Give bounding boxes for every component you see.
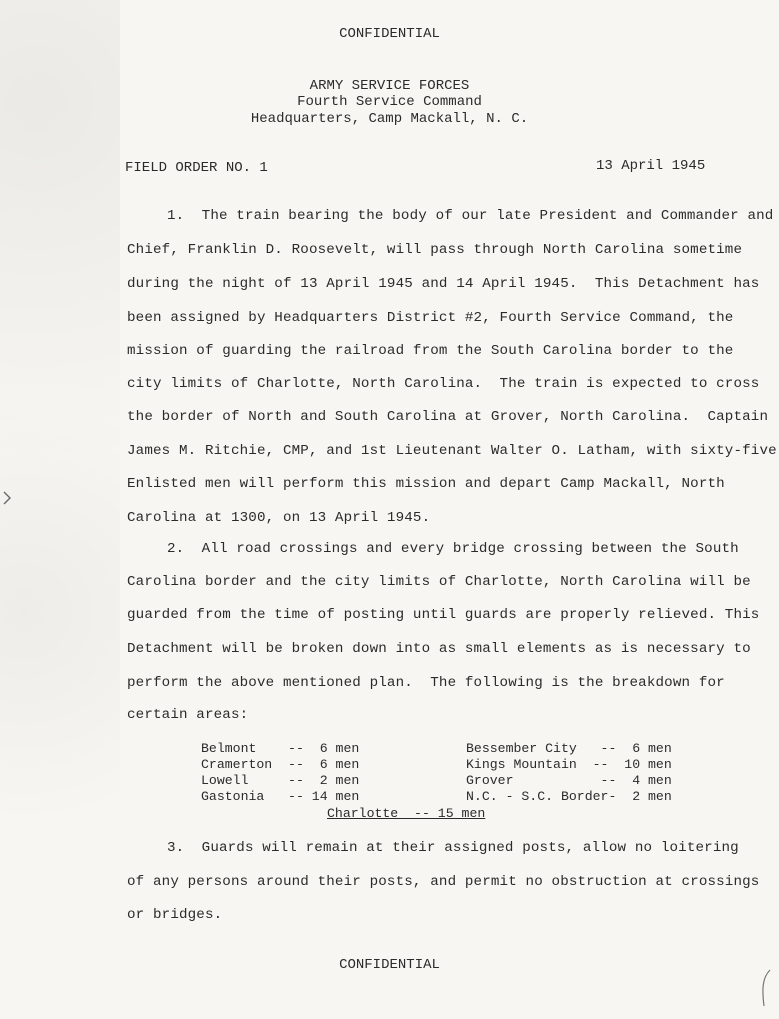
org-line-2: Fourth Service Command bbox=[297, 94, 482, 110]
p3-line: of any persons around their posts, and permit no obstruction at crossings bbox=[127, 874, 760, 890]
p2-line: certain areas: bbox=[127, 707, 249, 723]
breakdown-center-row: Charlotte -- 15 men bbox=[327, 806, 486, 821]
scan-noise bbox=[0, 0, 120, 1019]
p2-line: 2. All road crossings and every bridge crossing between the South bbox=[167, 541, 739, 557]
p1-line: mission of guarding the railroad from the South Carolina border to the bbox=[127, 343, 734, 359]
p1-line: been assigned by Headquarters District #2, Fourth Service Command, the bbox=[127, 310, 734, 326]
order-date: 13 April 1945 bbox=[596, 158, 706, 174]
breakdown-right-row: Grover -- 4 men bbox=[466, 773, 672, 788]
margin-mark bbox=[2, 488, 12, 508]
p1-line: the border of North and South Carolina at Grover, North Carolina. Captain bbox=[127, 409, 769, 425]
field-order-title: FIELD ORDER NO. 1 bbox=[125, 160, 268, 176]
p1-line: Enlisted men will perform this mission and depart Camp Mackall, North bbox=[127, 476, 725, 492]
confidential-top: CONFIDENTIAL bbox=[339, 26, 440, 42]
p3-line: or bridges. bbox=[127, 907, 223, 923]
p2-line: perform the above mentioned plan. The following is the breakdown for bbox=[127, 675, 725, 691]
p3-line: 3. Guards will remain at their assigned posts, allow no loitering bbox=[167, 840, 739, 856]
p2-line: guarded from the time of posting until guards are properly relieved. This bbox=[127, 607, 760, 623]
p1-line: during the night of 13 April 1945 and 14 April 1945. This Detachment has bbox=[127, 276, 760, 292]
p1-line: James M. Ritchie, CMP, and 1st Lieutenant Walter O. Latham, with sixty-five bbox=[127, 443, 777, 459]
breakdown-right-row: Bessember City -- 6 men bbox=[466, 741, 672, 756]
p1-line: city limits of Charlotte, North Carolina. The train is expected to cross bbox=[127, 376, 760, 392]
p2-line: Detachment will be broken down into as small elements as is necessary to bbox=[127, 641, 751, 657]
p1-line: Carolina at 1300, on 13 April 1945. bbox=[127, 510, 431, 526]
confidential-bottom: CONFIDENTIAL bbox=[339, 957, 440, 973]
breakdown-left-row: Lowell -- 2 men bbox=[201, 773, 360, 788]
breakdown-right-row: Kings Mountain -- 10 men bbox=[466, 757, 672, 772]
p2-line: Carolina border and the city limits of Charlotte, North Carolina will be bbox=[127, 574, 751, 590]
org-line-1: ARMY SERVICE FORCES bbox=[309, 78, 470, 94]
breakdown-left-row: Belmont -- 6 men bbox=[201, 741, 360, 756]
breakdown-right-row: N.C. - S.C. Border- 2 men bbox=[466, 789, 672, 804]
org-line-3: Headquarters, Camp Mackall, N. C. bbox=[250, 111, 529, 127]
breakdown-left-row: Cramerton -- 6 men bbox=[201, 757, 360, 772]
scan-edge-mark bbox=[756, 968, 776, 1008]
p1-line: 1. The train bearing the body of our late President and Commander and bbox=[167, 208, 774, 224]
breakdown-left-row: Gastonia -- 14 men bbox=[201, 789, 360, 804]
p1-line: Chief, Franklin D. Roosevelt, will pass through North Carolina sometime bbox=[127, 242, 743, 258]
